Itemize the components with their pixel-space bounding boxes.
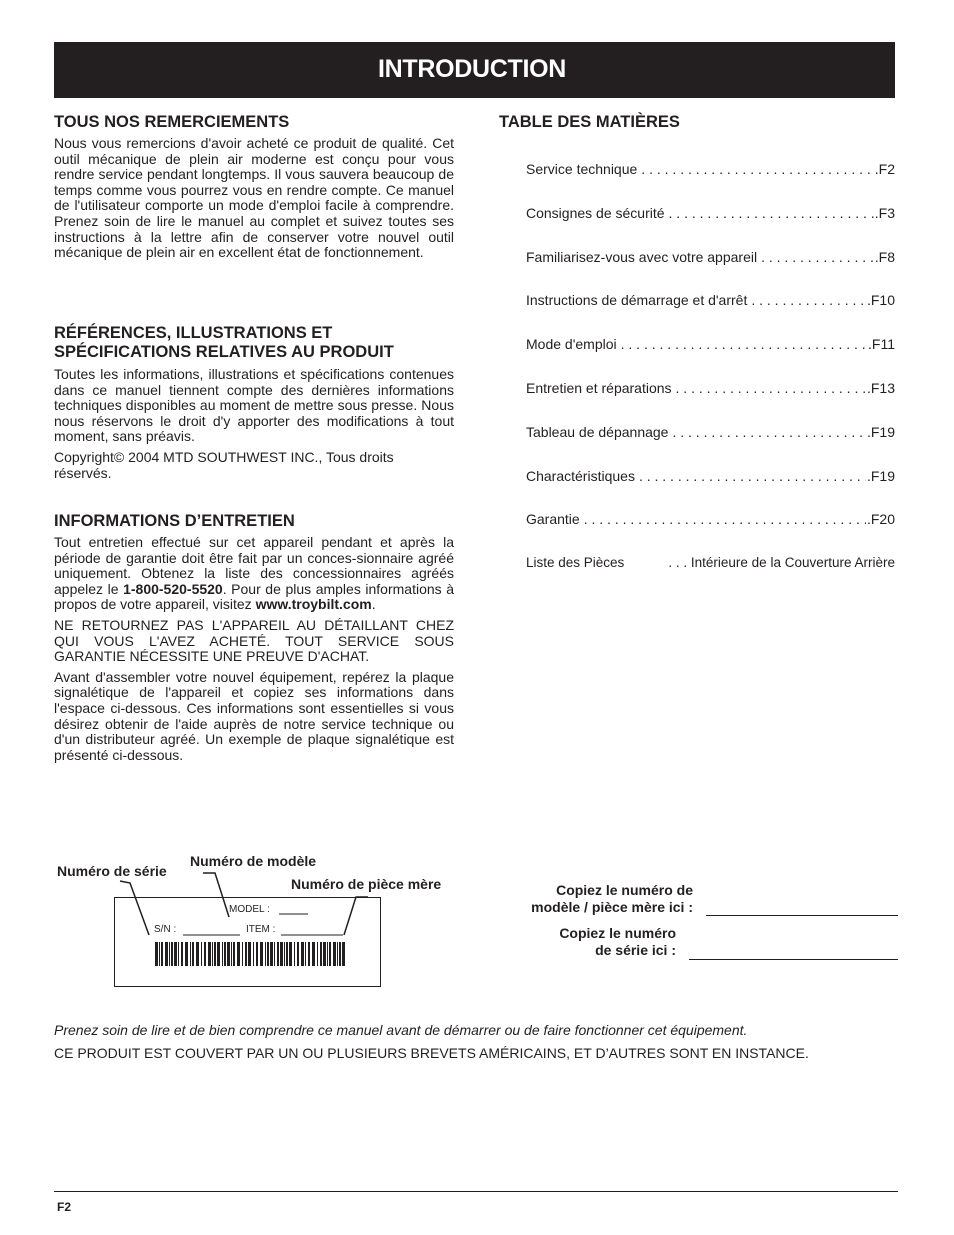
serial-callout-label: Numéro de série [57, 863, 167, 879]
text-fragment: . [371, 596, 376, 613]
barcode-bar [192, 942, 194, 966]
barcode-bar [329, 942, 331, 966]
toc-item-label: Liste des Pièces [526, 555, 625, 571]
barcode-icon [155, 942, 347, 966]
data-plate-illustration [114, 897, 381, 987]
toc-item-label: Tableau de dépannage [526, 423, 669, 440]
barcode-bar [245, 942, 247, 966]
barcode-bar [174, 942, 177, 966]
section-heading: TOUS NOS REMERCIEMENTS [54, 113, 290, 131]
toc-item-page: .F19 [866, 423, 895, 440]
toc-item-page: .F20 [866, 511, 895, 528]
toc-item-label: Instructions de démarrage et d'arrêt [526, 292, 748, 309]
barcode-bar [308, 942, 310, 966]
footer-divider [54, 1191, 898, 1192]
barcode-bar [237, 942, 240, 966]
barcode-bar [159, 942, 160, 966]
barcode-bar [224, 942, 226, 966]
barcode-bar [270, 942, 273, 966]
barcode-bar [217, 942, 220, 966]
barcode-bar [260, 942, 263, 966]
barcode-bar [339, 942, 341, 966]
toc-item-page: .F13 [866, 379, 895, 396]
barcode-bar [253, 942, 254, 966]
barcode-bar [301, 942, 304, 966]
barcode-bar [181, 942, 183, 966]
barcode-bar [317, 942, 318, 966]
barcode-bar [201, 942, 202, 966]
barcode-bar [265, 942, 266, 966]
page-number: F2 [57, 1200, 72, 1214]
toc-item-label: Garantie [526, 511, 580, 528]
barcode-bar [171, 942, 173, 966]
barcode-bar [169, 942, 170, 966]
copy-serial-label [559, 925, 676, 959]
toc-item-page: .F10 [866, 292, 895, 309]
barcode-bar [289, 942, 292, 966]
copy-model-label-line: modèle / pièce mère ici : [531, 899, 693, 915]
barcode-bar [212, 942, 213, 966]
barcode-bar [196, 942, 199, 966]
section-heading: RÉFÉRENCES, ILLUSTRATIONS ET SPÉCIFICATIONS RELATIVES AU PRODUIT [54, 324, 394, 361]
toc-item-label: Entretien et réparations [526, 379, 672, 396]
model-entry-field[interactable] [706, 915, 898, 916]
barcode-bar [256, 942, 258, 966]
barcode-bar [323, 942, 326, 966]
barcode-bar [342, 942, 345, 966]
barcode-bar [286, 942, 288, 966]
page-title: INTRODUCTION [378, 55, 567, 83]
barcode-bar [277, 942, 279, 966]
toc-item-page: .F11 [868, 336, 895, 353]
section-heading: INFORMATIONS D’ENTRETIEN [54, 512, 295, 530]
toc-item-label: Service technique [526, 161, 638, 177]
copyright-text: Copyright© 2004 MTD SOUTHWEST INC., Tous droits réservés. [54, 448, 394, 481]
toc-item-label: Familiarisez-vous avec votre appareil [526, 248, 758, 265]
model-callout-label: Numéro de modèle [190, 853, 317, 869]
barcode-bar [185, 942, 188, 966]
barcode-bar [284, 942, 285, 966]
barcode-bar [204, 942, 206, 966]
toc-item-page: .F8 [874, 248, 895, 265]
barcode-bar [305, 942, 306, 966]
toc-item-page: .F19 [866, 467, 895, 484]
patent-note: CE PRODUIT EST COUVERT PAR UN OU PLUSIEURS BREVETS AMÉRICAINS, ET D’AUTRES SONT EN INSTANCE. [54, 1045, 809, 1061]
barcode-bar [155, 942, 158, 966]
barcode-bar [190, 942, 191, 966]
text-fragment: Tout entretien effectué sur cet appareil pendant et après la période de garantie doit être fait par un conces-sionnaire agréé uniquement. Obtenez la liste des concessionnaires agréés appelez le [54, 534, 454, 597]
barcode-bar [294, 942, 295, 966]
plate-model-label: MODEL : [229, 904, 270, 915]
barcode-bar [267, 942, 269, 966]
barcode-bar [337, 942, 338, 966]
barcode-bar [231, 942, 232, 966]
section-text: Toutes les informations, illustrations et spécifications contenues dans ce manuel tiennent compte des dernières informations techniques disponibles au moment de mettre sous presse. Nous nous réservons le droit d'y apporter des modifications à tout moment, sans préavis. [54, 366, 454, 445]
barcode-bar [165, 942, 168, 966]
barcode-bar [312, 942, 315, 966]
copy-model-label [531, 882, 693, 916]
barcode-bar [320, 942, 322, 966]
plate-sn-label: S/N : [154, 924, 177, 935]
warning-text: NE RETOURNEZ PAS L'APPAREIL AU DÉTAILLANT CHEZ QUI VOUS L'AVEZ ACHETÉ. TOUT SERVICE SOUS GARANTIE NÉCESSITE UNE PREUVE D'ACHAT. [54, 616, 454, 665]
barcode-bar [242, 942, 243, 966]
toc-title: TABLE DES MATIÈRES [499, 113, 680, 131]
toc-item-label: Consignes de sécurité [526, 204, 665, 221]
barcode-bar [227, 942, 230, 966]
copy-model-label-line: Copiez le numéro de [556, 882, 693, 898]
barcode-bar [297, 942, 299, 966]
serial-entry-field[interactable] [689, 959, 898, 960]
toc-item-page: .F3 [874, 204, 895, 221]
plate-item-label: ITEM : [246, 924, 276, 935]
text-fragment: . Pour de plus amples informations à propos de votre appareil, visitez [54, 580, 454, 613]
barcode-bar [233, 942, 235, 966]
section-text: Nous vous remercions d'avoir acheté ce produit de qualité. Cet outil mécanique de plein air moderne est conçu pour vous rendre service pendant longtemps. Il vous sauvera beaucoup de temps comme vous pourrez vous en rendre compte. Ce manuel de l'utilisateur comporte un mode d'emploi facile à comprendre. Prenez soin de lire le manuel au complet et suivez toutes ses instructions à la lettre afin de conserver votre nouvel outil mécanique de plein air en excellent état de fonctionnement. [54, 135, 454, 261]
barcode-bar [274, 942, 275, 966]
read-manual-note: Prenez soin de lire et de bien comprendre ce manuel avant de démarrer ou de faire fonctionner cet équipement. [54, 1022, 748, 1038]
toc-item-label: Charactéristiques [526, 467, 635, 484]
website-link[interactable]: www.troybilt.com [255, 596, 372, 613]
barcode-bar [178, 942, 179, 966]
barcode-bar [208, 942, 211, 966]
barcode-bar [248, 942, 251, 966]
barcode-bar [333, 942, 336, 966]
toc-item-page: .F2 [874, 161, 895, 177]
copy-serial-label-line: de série ici : [595, 942, 676, 958]
phone-number: 1-800-520-5520 [123, 580, 223, 597]
toc-item-label: Mode d'emploi [526, 336, 617, 353]
barcode-bar [161, 942, 163, 966]
parent-callout-label: Numéro de pièce mère [291, 876, 442, 892]
barcode-bar [214, 942, 216, 966]
barcode-bar [280, 942, 283, 966]
copy-serial-label-line: Copiez le numéro [559, 925, 676, 941]
barcode-bar [222, 942, 223, 966]
section-text: Avant d'assembler votre nouvel équipement, repérez la plaque signalétique de l'appareil et copiez ses informations dans l'espace ci-dessous. Ces informations sont essentielles si vous désirez obtenir de l'aide auprès de notre service technique ou d'un distributeur agréé. Un exemple de plaque signalétique est présenté ci-dessous. [54, 668, 454, 763]
toc-item-page: . . . Intérieure de la Couverture Arrière [668, 555, 895, 571]
barcode-bar [327, 942, 328, 966]
